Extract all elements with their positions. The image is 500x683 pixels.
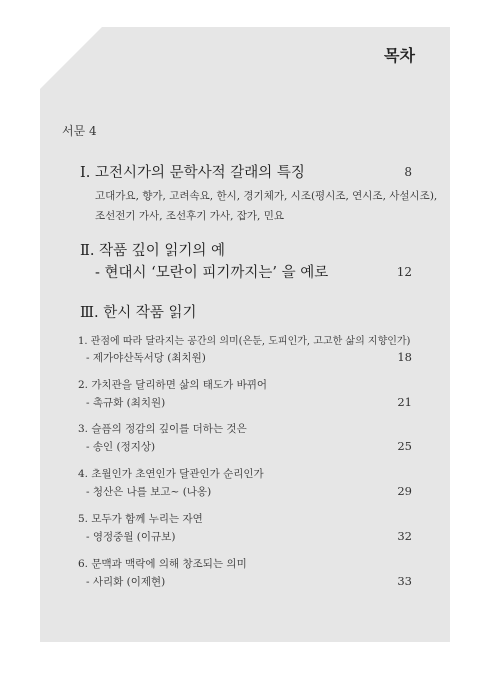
item-1-sub: - 제가야산독서당 (최치원): [86, 352, 206, 364]
item-4-page: 29: [397, 484, 412, 498]
section-1-detail-2: 조선전기 가사, 조선후기 가사, 잡가, 민요: [95, 210, 284, 222]
item-4-sub: - 청산은 나를 보고~ (나옹): [86, 486, 212, 498]
section-2-subtitle: - 현대시 ‘모란이 피기까지는’ 을 예로: [95, 265, 329, 281]
item-5-sub: - 영정중월 (이규보): [86, 531, 176, 543]
item-6-sub: - 사리화 (이제현): [86, 576, 166, 588]
item-5-page: 32: [397, 529, 412, 543]
item-1-title: 1. 관점에 따라 달라지는 공간의 의미(은둔, 도피인가, 고고한 삶의 지향인가): [78, 336, 411, 347]
item-6-page: 33: [397, 574, 412, 588]
item-3-page: 25: [397, 439, 412, 453]
item-3-title: 3. 슬픔의 정감의 깊이를 더하는 것은: [78, 423, 247, 435]
preface-entry: 서문 4: [62, 124, 97, 138]
section-1-detail-1: 고대가요, 향가, 고려속요, 한시, 경기체가, 시조(평시조, 연시조, 사설시조),: [95, 190, 438, 202]
toc-title: 목차: [384, 46, 415, 65]
item-2-page: 21: [397, 395, 412, 409]
item-2-sub: - 촉규화 (최치원): [86, 397, 166, 409]
item-3-sub: - 송인 (정지상): [86, 441, 156, 453]
section-2-page: 12: [396, 265, 412, 279]
section-3-title: Ⅲ. 한시 작품 읽기: [80, 305, 197, 321]
item-6-title: 6. 문맥과 맥락에 의해 창조되는 의미: [78, 558, 247, 570]
item-5-title: 5. 모두가 함께 누리는 자연: [78, 513, 203, 525]
item-4-title: 4. 초월인가 초연인가 달관인가 순리인가: [78, 468, 264, 480]
section-2-title: Ⅱ. 작품 깊이 읽기의 예: [80, 243, 225, 259]
item-1-page: 18: [397, 350, 412, 364]
item-2-title: 2. 가치관을 달리하면 삶의 태도가 바뀌어: [78, 379, 267, 391]
section-1-page: 8: [404, 165, 412, 179]
section-1-title: Ⅰ. 고전시가의 문학사적 갈래의 특징: [80, 165, 305, 181]
